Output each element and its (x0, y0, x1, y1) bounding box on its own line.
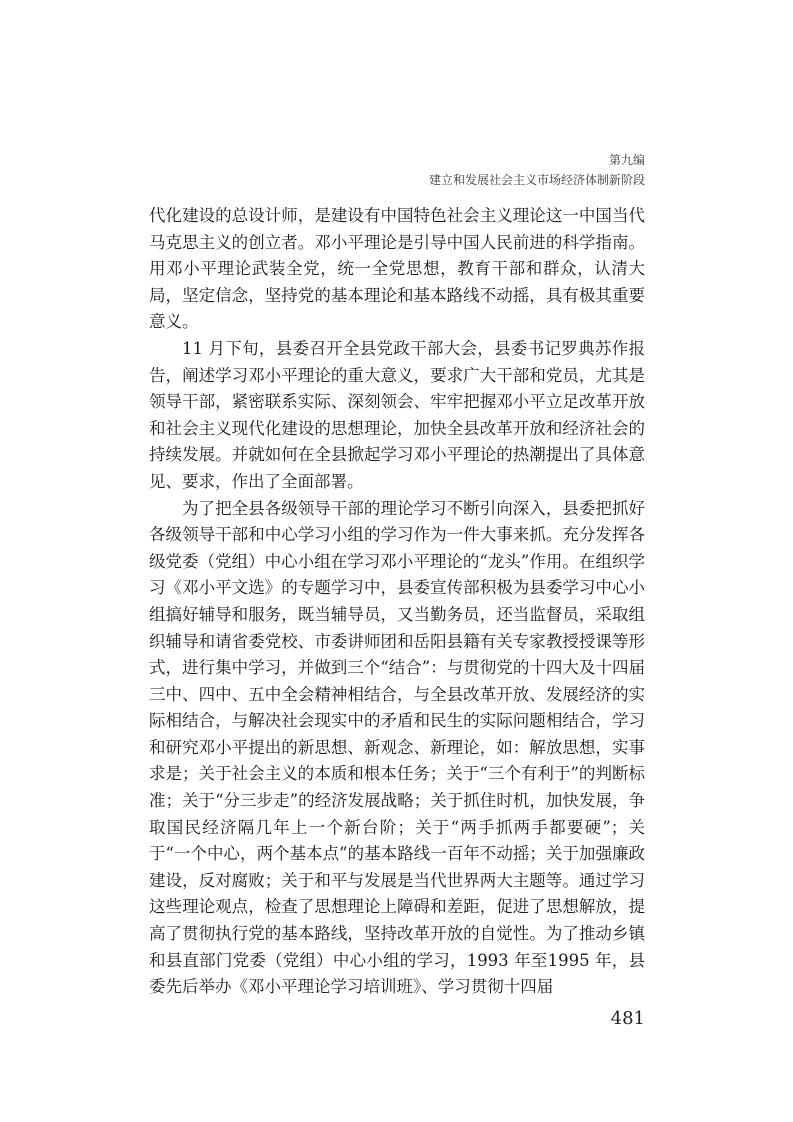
running-head (429, 150, 645, 190)
paragraph-november-meeting: 11 月下旬，县委召开全县党政干部大会，县委书记罗典苏作报告，阐述学习邓小平理论的重大意义，要求广大干部和党员，尤其是领导干部，紧密联系实际、深刻领会、牢牢把握邓小平立足改革开放和社会主义现代化建设的思想理论，加快全县改革开放和经济社会的持续发展。并就如何在全县掀起学习邓小平理论的热潮提出了具体意见、要求，作出了全面部署。 (149, 338, 645, 491)
running-head-title: 建立和发展社会主义市场经济体制新阶段 (428, 173, 645, 187)
running-head-part: 第九编 (608, 153, 645, 167)
paragraph-continued: 代化建设的总设计师，是建设有中国特色社会主义理论这一中国当代马克思主义的创立者。邓小平理论是引导中国人民前进的科学指南。用邓小平理论武装全党，统一全党思想，教育干部和群众，认清大局，坚定信念，坚持党的基本理论和基本路线不动摇，具有极其重要意义。 (149, 206, 645, 332)
page-number: 481 (610, 1008, 645, 1029)
body-text (149, 203, 645, 1001)
paragraph-study-groups: 为了把全县各级领导干部的理论学习不断引向深入，县委把抓好各级领导干部和中心学习小组的学习作为一件大事来抓。充分发挥各级党委（党组）中心小组在学习邓小平理论的“龙头”作用。在组织学习《邓小平文选》的专题学习中，县委宣传部积极为县委学习中心小组搞好辅导和服务，既当辅导员，又当勤务员，还当监督员，采取组织辅导和请省委党校、市委讲师团和岳阳县籍有关专家教授授课等形式，进行集中学习，并做到三个“结合”：与贯彻党的十四大及十四届三中、四中、五中全会精神相结合，与全县改革开放、发展经济的实际相结合，与解决社会现实中的矛盾和民生的实际问题相结合，学习和研究邓小平提出的新思想、新观念、新理论，如：解放思想，实事求是；关于社会主义的本质和根本任务；关于“三个有利于”的判断标准；关于“分三步走”的经济发展战略；关于抓住时机，加快发展，争取国民经济隔几年上一个新台阶；关于“两手抓两手都要硬”；关于“一个中心，两个基本点”的基本路线一百年不动摇；关于加强廉政建设，反对腐败；关于和平与发展是当代世界两大主题等。通过学习这些理论观点，检查了思想理论上障碍和差距，促进了思想解放，提高了贯彻执行党的基本路线，坚持改革开放的自觉性。为了推动乡镇和县直部门党委（党组）中心小组的学习，1993 年至1995 年，县委先后举办《邓小平理论学习培训班》、学习贯彻十四届 (149, 498, 645, 997)
